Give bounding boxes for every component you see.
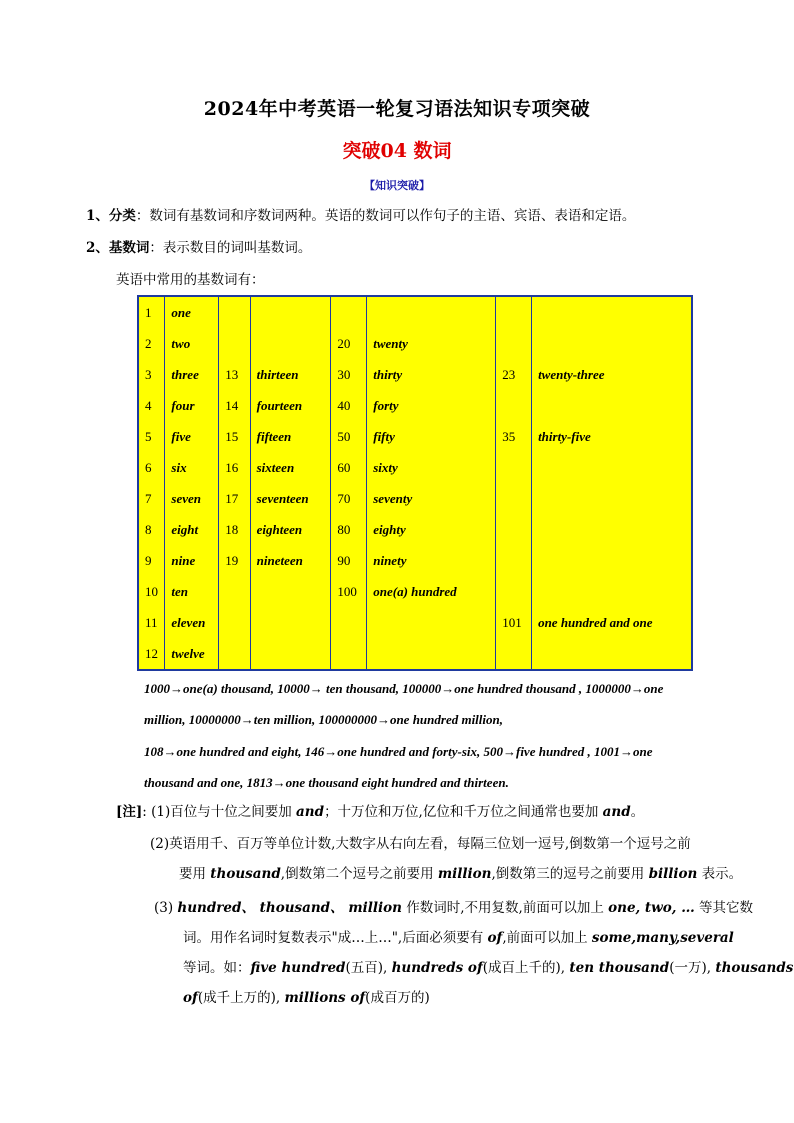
number-cell: 101	[496, 607, 532, 638]
note-text: ,倒数第三的逗号之前要用	[491, 866, 649, 882]
section-tag: 【知识突破】	[364, 179, 430, 192]
number-cell: 23	[496, 359, 532, 390]
word-cell: eleven	[165, 607, 219, 638]
number-cell: 2	[138, 328, 165, 359]
cardinal-numbers-table	[137, 295, 693, 671]
note-text: 。	[630, 804, 645, 820]
note-3-line-4	[183, 983, 430, 1013]
word-cell: thirteen	[250, 359, 331, 390]
word-cell: three	[165, 359, 219, 390]
table-row	[138, 514, 692, 545]
word-cell	[532, 328, 692, 359]
note-3-line-2	[183, 923, 734, 953]
word-cell: thirty-five	[532, 421, 692, 452]
note-keyword: and	[296, 804, 325, 820]
example-line: 108→one hundred and eight, 146→one hundred and forty-six, 500→five hundred , 1001→one	[144, 744, 653, 759]
number-cell: 9	[138, 545, 165, 576]
note-text: 表示。	[697, 866, 743, 882]
note-text: 作数词时,不用复数,前面可以加上	[401, 900, 609, 916]
word-cell: twelve	[165, 638, 219, 670]
note-text: (成千上万的),	[197, 990, 285, 1006]
word-cell: twenty	[367, 328, 496, 359]
table-row	[138, 359, 692, 390]
note-text: ；十万位和万位,亿位和千万位之间通常也要加	[324, 804, 603, 820]
number-cell: 11	[138, 607, 165, 638]
word-cell	[532, 296, 692, 328]
note-keyword: thousand	[210, 866, 281, 882]
word-cell: eight	[165, 514, 219, 545]
table-row	[138, 638, 692, 670]
note-keyword: million	[437, 866, 492, 882]
number-cell	[219, 328, 250, 359]
note-2-line-2	[179, 859, 742, 889]
section-2-label: 基数词	[108, 240, 150, 256]
number-cell	[331, 638, 367, 670]
section-1-text: ：数词有基数词和序数词两种。英语的数词可以作句子的主语、宾语、表语和定语。	[135, 208, 636, 224]
table-row	[138, 296, 692, 328]
note-text: ,前面可以加上	[502, 930, 592, 946]
word-cell	[532, 545, 692, 576]
number-cell: 13	[219, 359, 250, 390]
number-cell	[219, 576, 250, 607]
word-cell	[532, 576, 692, 607]
section-1-label: 分类	[108, 208, 136, 224]
note-1	[116, 797, 644, 827]
note-text: (五百),	[345, 960, 392, 976]
word-cell: sixty	[367, 452, 496, 483]
number-cell	[496, 638, 532, 670]
number-cell: 35	[496, 421, 532, 452]
word-cell	[532, 483, 692, 514]
note-keyword: ten thousand	[569, 960, 670, 976]
number-cell	[496, 576, 532, 607]
number-cell	[219, 607, 250, 638]
word-cell: five	[165, 421, 219, 452]
word-cell	[250, 576, 331, 607]
number-cell: 40	[331, 390, 367, 421]
number-cell: 15	[219, 421, 250, 452]
number-cell: 16	[219, 452, 250, 483]
number-cell	[496, 452, 532, 483]
note-text: (成百万的)	[365, 990, 430, 1006]
table-row	[138, 545, 692, 576]
note-text: 词。用作名词时复数表示"成…上…",后面必须要有	[183, 930, 488, 946]
table-row	[138, 421, 692, 452]
number-cell: 100	[331, 576, 367, 607]
table-body	[138, 296, 692, 670]
section-1-number: 1、	[86, 208, 109, 224]
number-cell	[219, 296, 250, 328]
note-3-line-1	[154, 893, 753, 923]
number-cell	[496, 390, 532, 421]
word-cell	[250, 296, 331, 328]
number-cell	[496, 483, 532, 514]
word-cell	[367, 638, 496, 670]
note-text: (一万),	[669, 960, 716, 976]
number-cell: 80	[331, 514, 367, 545]
number-cell: 19	[219, 545, 250, 576]
number-cell	[331, 296, 367, 328]
word-cell: twenty-three	[532, 359, 692, 390]
number-cell: 10	[138, 576, 165, 607]
word-cell: fourteen	[250, 390, 331, 421]
number-cell: 70	[331, 483, 367, 514]
note-keyword: some,many,several	[591, 930, 734, 946]
number-cell: 18	[219, 514, 250, 545]
number-cell	[496, 514, 532, 545]
word-cell: eighty	[367, 514, 496, 545]
number-cell: 6	[138, 452, 165, 483]
number-cell: 90	[331, 545, 367, 576]
word-cell: nine	[165, 545, 219, 576]
number-cell: 30	[331, 359, 367, 390]
word-cell: forty	[367, 390, 496, 421]
number-cell: 20	[331, 328, 367, 359]
word-cell	[367, 607, 496, 638]
note-keyword: of	[183, 990, 198, 1006]
note-3-line-3	[183, 953, 793, 983]
note-text: ,倒数第二个逗号之前要用	[280, 866, 438, 882]
note-text: 等其它数	[694, 900, 753, 916]
number-cell: 1	[138, 296, 165, 328]
example-line: 1000→one(a) thousand, 10000→ ten thousand, 100000→one hundred thousand , 1000000→one	[144, 681, 664, 696]
table-row	[138, 328, 692, 359]
number-cell: 12	[138, 638, 165, 670]
word-cell: sixteen	[250, 452, 331, 483]
word-cell: four	[165, 390, 219, 421]
note-keyword: hundred、 thousand、 million	[177, 900, 402, 916]
word-cell: one	[165, 296, 219, 328]
number-cell: 60	[331, 452, 367, 483]
note-keyword: millions of	[284, 990, 366, 1006]
page-title: 2024年中考英语一轮复习语法知识专项突破	[203, 98, 591, 120]
number-cell: 5	[138, 421, 165, 452]
compound-number-examples	[144, 736, 710, 798]
note-keyword: billion	[648, 866, 698, 882]
word-cell: seventeen	[250, 483, 331, 514]
word-cell	[367, 296, 496, 328]
number-cell: 17	[219, 483, 250, 514]
number-cell	[219, 638, 250, 670]
word-cell: ten	[165, 576, 219, 607]
word-cell: thirty	[367, 359, 496, 390]
number-cell: 7	[138, 483, 165, 514]
word-cell	[250, 638, 331, 670]
example-line: million, 10000000→ten million, 100000000→one hundred million,	[144, 712, 503, 727]
section-1	[86, 206, 635, 226]
note-text: 要用	[179, 866, 211, 882]
note-text: (3)	[154, 900, 178, 916]
word-cell	[532, 638, 692, 670]
number-cell	[496, 545, 532, 576]
note-keyword: one, two, …	[608, 900, 695, 916]
word-cell: eighteen	[250, 514, 331, 545]
section-2-number: 2、	[86, 240, 109, 256]
note-text: (成百上千的),	[482, 960, 570, 976]
table-intro: 英语中常用的基数词有：	[116, 272, 265, 288]
note-label: [注]	[116, 804, 143, 820]
number-cell	[331, 607, 367, 638]
note-2-line-1: (2)英语用千、百万等单位计数,大数字从右向左看，每隔三位划一逗号,倒数第一个逗号之前	[150, 836, 691, 852]
table-row	[138, 390, 692, 421]
note-keyword: thousands	[715, 960, 794, 976]
section-2-text: ：表示数目的词叫基数词。	[149, 240, 312, 256]
large-number-examples	[144, 673, 710, 735]
number-cell: 3	[138, 359, 165, 390]
number-cell: 8	[138, 514, 165, 545]
word-cell: ninety	[367, 545, 496, 576]
word-cell: one(a) hundred	[367, 576, 496, 607]
number-cell: 4	[138, 390, 165, 421]
example-line: thousand and one, 1813→one thousand eight hundred and thirteen.	[144, 775, 509, 790]
note-keyword: five hundred	[250, 960, 346, 976]
table-row	[138, 483, 692, 514]
word-cell	[250, 607, 331, 638]
note-keyword: and	[602, 804, 631, 820]
word-cell	[250, 328, 331, 359]
number-cell	[496, 328, 532, 359]
table-row	[138, 576, 692, 607]
note-keyword: of	[487, 930, 503, 946]
word-cell: fifty	[367, 421, 496, 452]
word-cell: nineteen	[250, 545, 331, 576]
table-row	[138, 452, 692, 483]
word-cell: two	[165, 328, 219, 359]
word-cell: fifteen	[250, 421, 331, 452]
word-cell: one hundred and one	[532, 607, 692, 638]
number-cell: 50	[331, 421, 367, 452]
table-row	[138, 607, 692, 638]
number-cell: 14	[219, 390, 250, 421]
word-cell: seventy	[367, 483, 496, 514]
page-subtitle: 突破04 数词	[342, 140, 452, 162]
word-cell: six	[165, 452, 219, 483]
note-text: 等词。如：	[183, 960, 251, 976]
note-keyword: hundreds of	[391, 960, 483, 976]
section-2	[86, 238, 311, 258]
word-cell	[532, 390, 692, 421]
word-cell: seven	[165, 483, 219, 514]
word-cell	[532, 514, 692, 545]
number-cell	[496, 296, 532, 328]
word-cell	[532, 452, 692, 483]
note-text: : (1)百位与十位之间要加	[142, 804, 297, 820]
